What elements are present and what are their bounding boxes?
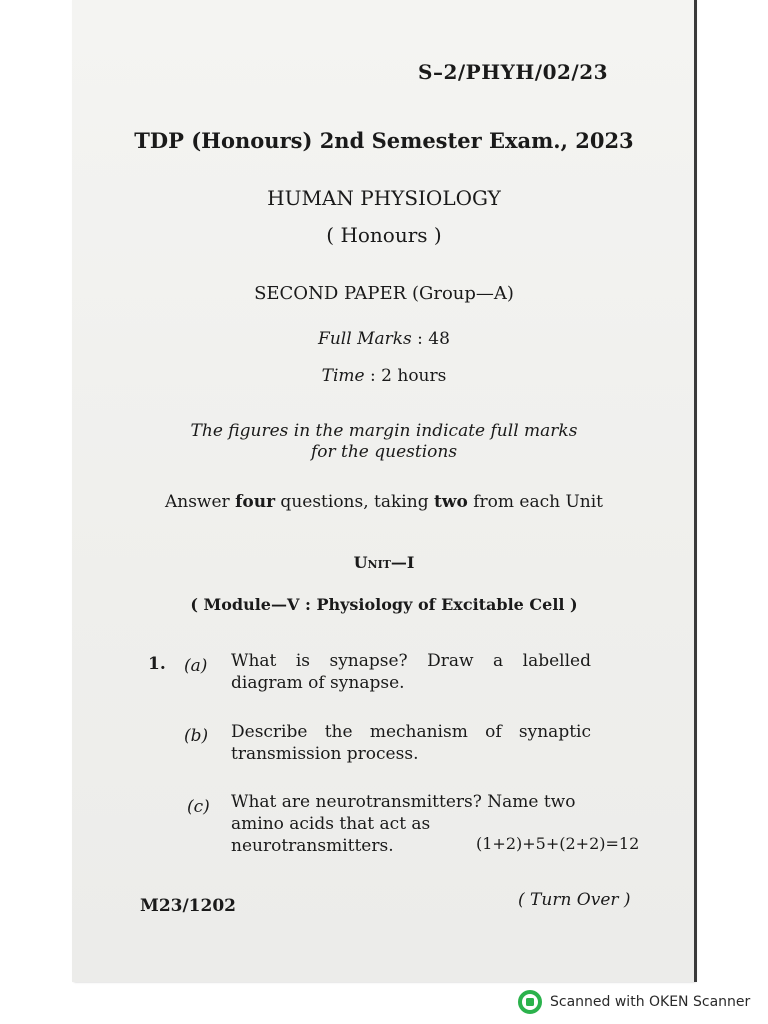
instruction-bold2: two bbox=[433, 492, 468, 512]
scanner-watermark bbox=[518, 990, 750, 1014]
question-part-text: What is synapse? Draw a labelled diagram of synapse. bbox=[231, 651, 591, 693]
instruction-part2: questions, taking bbox=[275, 492, 434, 512]
turn-over-note: ( Turn Over ) bbox=[518, 890, 631, 910]
time-label: Time bbox=[321, 366, 365, 386]
paper-code: S–2/PHYH/02/23 bbox=[418, 60, 609, 84]
instruction-part3: from each Unit bbox=[467, 492, 604, 512]
full-marks-label: Full Marks bbox=[318, 329, 412, 349]
instruction-part1: Answer bbox=[164, 492, 236, 512]
instruction bbox=[0, 492, 768, 512]
question-part-label: (b) bbox=[184, 726, 209, 746]
scanner-watermark-text: Scanned with OKEN Scanner bbox=[550, 994, 751, 1010]
full-marks-value: : 48 bbox=[417, 329, 450, 349]
question-part-text: What are neurotransmitters? Name two amino acids that act as neurotransmitters. bbox=[231, 792, 576, 856]
subject-title: HUMAN PHYSIOLOGY bbox=[267, 186, 501, 210]
question-part-text: Describe the mechanism of synaptic transmission process. bbox=[231, 722, 591, 764]
footer-paper-code: M23/1202 bbox=[140, 896, 236, 916]
question-part-label: (a) bbox=[184, 656, 208, 676]
question-part-label: (c) bbox=[187, 797, 210, 817]
paper-group: SECOND PAPER (Group—A) bbox=[254, 283, 514, 304]
margin-note-line1: The figures in the margin indicate full marks bbox=[190, 421, 578, 441]
marks-distribution: (1+2)+5+(2+2)=12 bbox=[476, 834, 640, 853]
question-number: 1. bbox=[148, 654, 166, 674]
margin-note-line2: for the questions bbox=[310, 442, 458, 462]
unit-title: Unit—I bbox=[353, 553, 415, 572]
module-title: ( Module—V : Physiology of Excitable Cell ) bbox=[190, 595, 578, 614]
instruction-bold1: four bbox=[235, 492, 276, 512]
exam-title: TDP (Honours) 2nd Semester Exam., 2023 bbox=[134, 128, 634, 153]
subject-level: ( Honours ) bbox=[326, 223, 442, 247]
oken-scanner-logo-icon bbox=[518, 990, 542, 1014]
time-value: : 2 hours bbox=[370, 366, 447, 386]
exam-time bbox=[0, 366, 768, 386]
full-marks bbox=[0, 329, 768, 349]
